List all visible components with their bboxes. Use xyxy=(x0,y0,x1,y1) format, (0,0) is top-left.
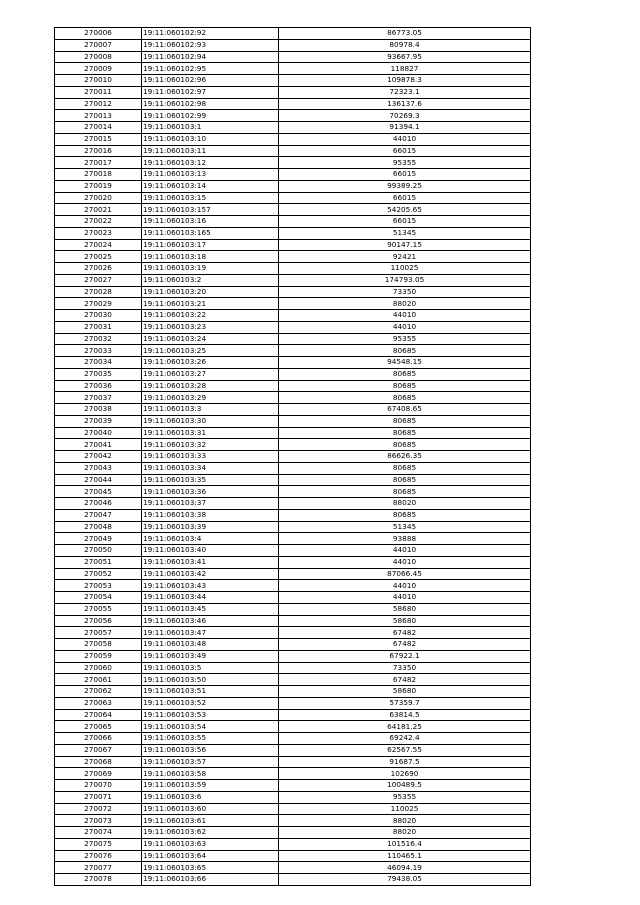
cadastral-number-cell: 19:11:060103:32 xyxy=(142,439,279,451)
cadastral-number-cell: 19:11:060103:20 xyxy=(142,286,279,298)
row-number-cell: 270052 xyxy=(55,568,142,580)
value-cell: 80685 xyxy=(279,392,531,404)
row-number-cell: 270013 xyxy=(55,110,142,122)
cadastral-value-table xyxy=(54,27,531,886)
value-cell: 66015 xyxy=(279,192,531,204)
row-number-cell: 270059 xyxy=(55,650,142,662)
table-row xyxy=(55,227,531,239)
row-number-cell: 270038 xyxy=(55,404,142,416)
cadastral-number-cell: 19:11:060103:165 xyxy=(142,227,279,239)
cadastral-number-cell: 19:11:060103:47 xyxy=(142,627,279,639)
table-row xyxy=(55,110,531,122)
table-row xyxy=(55,592,531,604)
row-number-cell: 270068 xyxy=(55,756,142,768)
table-row xyxy=(55,686,531,698)
cadastral-number-cell: 19:11:060103:53 xyxy=(142,709,279,721)
table-row xyxy=(55,697,531,709)
row-number-cell: 270011 xyxy=(55,86,142,98)
table-row xyxy=(55,791,531,803)
cadastral-number-cell: 19:11:060103:37 xyxy=(142,498,279,510)
cadastral-number-cell: 19:11:060102:99 xyxy=(142,110,279,122)
table-row xyxy=(55,39,531,51)
row-number-cell: 270053 xyxy=(55,580,142,592)
row-number-cell: 270065 xyxy=(55,721,142,733)
cadastral-number-cell: 19:11:060103:12 xyxy=(142,157,279,169)
row-number-cell: 270072 xyxy=(55,803,142,815)
row-number-cell: 270025 xyxy=(55,251,142,263)
value-cell: 80685 xyxy=(279,368,531,380)
row-number-cell: 270054 xyxy=(55,592,142,604)
table-row xyxy=(55,86,531,98)
row-number-cell: 270033 xyxy=(55,345,142,357)
cadastral-number-cell: 19:11:060103:50 xyxy=(142,674,279,686)
row-number-cell: 270056 xyxy=(55,615,142,627)
value-cell: 110025 xyxy=(279,803,531,815)
table-row xyxy=(55,462,531,474)
table-row xyxy=(55,803,531,815)
row-number-cell: 270041 xyxy=(55,439,142,451)
table-row xyxy=(55,862,531,874)
value-cell: 73350 xyxy=(279,286,531,298)
value-cell: 51345 xyxy=(279,521,531,533)
row-number-cell: 270027 xyxy=(55,274,142,286)
value-cell: 110025 xyxy=(279,263,531,275)
table-row xyxy=(55,439,531,451)
cadastral-number-cell: 19:11:060103:48 xyxy=(142,639,279,651)
cadastral-number-cell: 19:11:060103:18 xyxy=(142,251,279,263)
row-number-cell: 270062 xyxy=(55,686,142,698)
table-row xyxy=(55,75,531,87)
cadastral-number-cell: 19:11:060103:56 xyxy=(142,744,279,756)
table-row xyxy=(55,709,531,721)
row-number-cell: 270075 xyxy=(55,838,142,850)
value-cell: 54205.65 xyxy=(279,204,531,216)
table-row xyxy=(55,662,531,674)
value-cell: 79438.05 xyxy=(279,874,531,886)
value-cell: 44010 xyxy=(279,321,531,333)
value-cell: 80685 xyxy=(279,345,531,357)
table-row xyxy=(55,850,531,862)
value-cell: 66015 xyxy=(279,145,531,157)
row-number-cell: 270074 xyxy=(55,827,142,839)
value-cell: 44010 xyxy=(279,580,531,592)
cadastral-number-cell: 19:11:060103:14 xyxy=(142,180,279,192)
row-number-cell: 270023 xyxy=(55,227,142,239)
value-cell: 66015 xyxy=(279,216,531,228)
cadastral-number-cell: 19:11:060103:35 xyxy=(142,474,279,486)
value-cell: 44010 xyxy=(279,592,531,604)
table-row xyxy=(55,639,531,651)
value-cell: 64181.25 xyxy=(279,721,531,733)
cadastral-number-cell: 19:11:060103:61 xyxy=(142,815,279,827)
row-number-cell: 270060 xyxy=(55,662,142,674)
row-number-cell: 270030 xyxy=(55,310,142,322)
cadastral-number-cell: 19:11:060103:45 xyxy=(142,603,279,615)
cadastral-number-cell: 19:11:060102:96 xyxy=(142,75,279,87)
table-row xyxy=(55,815,531,827)
value-cell: 87066.45 xyxy=(279,568,531,580)
table-row xyxy=(55,180,531,192)
row-number-cell: 270048 xyxy=(55,521,142,533)
value-cell: 57359.7 xyxy=(279,697,531,709)
row-number-cell: 270071 xyxy=(55,791,142,803)
row-number-cell: 270076 xyxy=(55,850,142,862)
cadastral-number-cell: 19:11:060103:5 xyxy=(142,662,279,674)
row-number-cell: 270055 xyxy=(55,603,142,615)
table-row xyxy=(55,28,531,40)
table-row xyxy=(55,169,531,181)
cadastral-number-cell: 19:11:060102:93 xyxy=(142,39,279,51)
value-cell: 90147.15 xyxy=(279,239,531,251)
value-cell: 86626.35 xyxy=(279,451,531,463)
cadastral-number-cell: 19:11:060103:25 xyxy=(142,345,279,357)
row-number-cell: 270042 xyxy=(55,451,142,463)
row-number-cell: 270035 xyxy=(55,368,142,380)
value-cell: 174793.05 xyxy=(279,274,531,286)
table-row xyxy=(55,509,531,521)
table-row xyxy=(55,556,531,568)
cadastral-number-cell: 19:11:060103:39 xyxy=(142,521,279,533)
row-number-cell: 270049 xyxy=(55,533,142,545)
value-cell: 80685 xyxy=(279,415,531,427)
row-number-cell: 270073 xyxy=(55,815,142,827)
cadastral-number-cell: 19:11:060103:42 xyxy=(142,568,279,580)
table-row xyxy=(55,204,531,216)
row-number-cell: 270070 xyxy=(55,780,142,792)
table-row xyxy=(55,768,531,780)
row-number-cell: 270045 xyxy=(55,486,142,498)
value-cell: 95355 xyxy=(279,333,531,345)
value-cell: 80685 xyxy=(279,439,531,451)
row-number-cell: 270039 xyxy=(55,415,142,427)
row-number-cell: 270044 xyxy=(55,474,142,486)
cadastral-number-cell: 19:11:060103:10 xyxy=(142,133,279,145)
table-row xyxy=(55,568,531,580)
row-number-cell: 270040 xyxy=(55,427,142,439)
value-cell: 109878.3 xyxy=(279,75,531,87)
table-row xyxy=(55,733,531,745)
value-cell: 58680 xyxy=(279,603,531,615)
cadastral-number-cell: 19:11:060103:33 xyxy=(142,451,279,463)
value-cell: 69242.4 xyxy=(279,733,531,745)
table-row xyxy=(55,122,531,134)
table-row xyxy=(55,263,531,275)
table-row xyxy=(55,404,531,416)
value-cell: 136137.6 xyxy=(279,98,531,110)
row-number-cell: 270009 xyxy=(55,63,142,75)
cadastral-number-cell: 19:11:060103:6 xyxy=(142,791,279,803)
table-row xyxy=(55,451,531,463)
value-cell: 80685 xyxy=(279,509,531,521)
table-row xyxy=(55,721,531,733)
table-row xyxy=(55,133,531,145)
cadastral-number-cell: 19:11:060103:13 xyxy=(142,169,279,181)
value-cell: 110465.1 xyxy=(279,850,531,862)
row-number-cell: 270026 xyxy=(55,263,142,275)
table-row xyxy=(55,345,531,357)
table-row xyxy=(55,98,531,110)
cadastral-number-cell: 19:11:060103:21 xyxy=(142,298,279,310)
row-number-cell: 270058 xyxy=(55,639,142,651)
value-cell: 67922.1 xyxy=(279,650,531,662)
cadastral-number-cell: 19:11:060103:157 xyxy=(142,204,279,216)
row-number-cell: 270051 xyxy=(55,556,142,568)
row-number-cell: 270015 xyxy=(55,133,142,145)
row-number-cell: 270050 xyxy=(55,545,142,557)
value-cell: 88020 xyxy=(279,498,531,510)
row-number-cell: 270063 xyxy=(55,697,142,709)
cadastral-number-cell: 19:11:060103:44 xyxy=(142,592,279,604)
table-row xyxy=(55,298,531,310)
row-number-cell: 270067 xyxy=(55,744,142,756)
row-number-cell: 270037 xyxy=(55,392,142,404)
cadastral-number-cell: 19:11:060102:94 xyxy=(142,51,279,63)
value-cell: 72323.1 xyxy=(279,86,531,98)
cadastral-number-cell: 19:11:060102:92 xyxy=(142,28,279,40)
cadastral-number-cell: 19:11:060103:26 xyxy=(142,357,279,369)
cadastral-number-cell: 19:11:060103:54 xyxy=(142,721,279,733)
table-row xyxy=(55,545,531,557)
cadastral-number-cell: 19:11:060103:4 xyxy=(142,533,279,545)
row-number-cell: 270036 xyxy=(55,380,142,392)
row-number-cell: 270078 xyxy=(55,874,142,886)
value-cell: 92421 xyxy=(279,251,531,263)
table-row xyxy=(55,756,531,768)
cadastral-number-cell: 19:11:060102:98 xyxy=(142,98,279,110)
table-row xyxy=(55,51,531,63)
value-cell: 62567.55 xyxy=(279,744,531,756)
table-row xyxy=(55,368,531,380)
value-cell: 67482 xyxy=(279,627,531,639)
row-number-cell: 270006 xyxy=(55,28,142,40)
cadastral-number-cell: 19:11:060103:55 xyxy=(142,733,279,745)
cadastral-number-cell: 19:11:060103:38 xyxy=(142,509,279,521)
cadastral-number-cell: 19:11:060103:28 xyxy=(142,380,279,392)
table-row xyxy=(55,603,531,615)
value-cell: 58680 xyxy=(279,686,531,698)
row-number-cell: 270034 xyxy=(55,357,142,369)
cadastral-number-cell: 19:11:060103:1 xyxy=(142,122,279,134)
cadastral-number-cell: 19:11:060103:62 xyxy=(142,827,279,839)
cadastral-number-cell: 19:11:060103:19 xyxy=(142,263,279,275)
table-row xyxy=(55,474,531,486)
value-cell: 95355 xyxy=(279,791,531,803)
value-cell: 91394.1 xyxy=(279,122,531,134)
row-number-cell: 270008 xyxy=(55,51,142,63)
row-number-cell: 270043 xyxy=(55,462,142,474)
table-row xyxy=(55,63,531,75)
cadastral-number-cell: 19:11:060103:11 xyxy=(142,145,279,157)
row-number-cell: 270016 xyxy=(55,145,142,157)
value-cell: 80685 xyxy=(279,427,531,439)
cadastral-number-cell: 19:11:060103:30 xyxy=(142,415,279,427)
row-number-cell: 270017 xyxy=(55,157,142,169)
value-cell: 44010 xyxy=(279,545,531,557)
table-row xyxy=(55,333,531,345)
row-number-cell: 270077 xyxy=(55,862,142,874)
cadastral-number-cell: 19:11:060103:52 xyxy=(142,697,279,709)
cadastral-number-cell: 19:11:060103:40 xyxy=(142,545,279,557)
row-number-cell: 270047 xyxy=(55,509,142,521)
row-number-cell: 270012 xyxy=(55,98,142,110)
table-row xyxy=(55,744,531,756)
table-row xyxy=(55,838,531,850)
row-number-cell: 270018 xyxy=(55,169,142,181)
cadastral-number-cell: 19:11:060103:16 xyxy=(142,216,279,228)
table-row xyxy=(55,380,531,392)
table-row xyxy=(55,427,531,439)
value-cell: 73350 xyxy=(279,662,531,674)
value-cell: 70269.3 xyxy=(279,110,531,122)
cadastral-number-cell: 19:11:060103:66 xyxy=(142,874,279,886)
value-cell: 95355 xyxy=(279,157,531,169)
table-row xyxy=(55,580,531,592)
value-cell: 80685 xyxy=(279,462,531,474)
row-number-cell: 270064 xyxy=(55,709,142,721)
table-row xyxy=(55,157,531,169)
value-cell: 118827 xyxy=(279,63,531,75)
cadastral-number-cell: 19:11:060103:3 xyxy=(142,404,279,416)
row-number-cell: 270010 xyxy=(55,75,142,87)
cadastral-number-cell: 19:11:060103:27 xyxy=(142,368,279,380)
value-cell: 44010 xyxy=(279,133,531,145)
value-cell: 101516.4 xyxy=(279,838,531,850)
value-cell: 102690 xyxy=(279,768,531,780)
row-number-cell: 270057 xyxy=(55,627,142,639)
value-cell: 46094.19 xyxy=(279,862,531,874)
row-number-cell: 270066 xyxy=(55,733,142,745)
cadastral-number-cell: 19:11:060103:29 xyxy=(142,392,279,404)
cadastral-number-cell: 19:11:060103:22 xyxy=(142,310,279,322)
table-row xyxy=(55,310,531,322)
table-row xyxy=(55,827,531,839)
row-number-cell: 270019 xyxy=(55,180,142,192)
value-cell: 91687.5 xyxy=(279,756,531,768)
table-row xyxy=(55,498,531,510)
value-cell: 58680 xyxy=(279,615,531,627)
cadastral-number-cell: 19:11:060103:34 xyxy=(142,462,279,474)
value-cell: 67482 xyxy=(279,674,531,686)
table-row xyxy=(55,415,531,427)
cadastral-number-cell: 19:11:060103:46 xyxy=(142,615,279,627)
cadastral-number-cell: 19:11:060103:31 xyxy=(142,427,279,439)
value-cell: 44010 xyxy=(279,556,531,568)
table-row xyxy=(55,274,531,286)
table-row xyxy=(55,627,531,639)
value-cell: 63814.5 xyxy=(279,709,531,721)
table-row xyxy=(55,392,531,404)
table-row xyxy=(55,650,531,662)
table-row xyxy=(55,486,531,498)
row-number-cell: 270032 xyxy=(55,333,142,345)
table-row xyxy=(55,192,531,204)
cadastral-number-cell: 19:11:060103:64 xyxy=(142,850,279,862)
value-cell: 88020 xyxy=(279,827,531,839)
value-cell: 80685 xyxy=(279,380,531,392)
value-cell: 86773.05 xyxy=(279,28,531,40)
value-cell: 67408.65 xyxy=(279,404,531,416)
cadastral-number-cell: 19:11:060103:60 xyxy=(142,803,279,815)
row-number-cell: 270031 xyxy=(55,321,142,333)
table-row xyxy=(55,145,531,157)
row-number-cell: 270007 xyxy=(55,39,142,51)
cadastral-number-cell: 19:11:060103:17 xyxy=(142,239,279,251)
cadastral-number-cell: 19:11:060103:23 xyxy=(142,321,279,333)
table-row xyxy=(55,286,531,298)
row-number-cell: 270014 xyxy=(55,122,142,134)
row-number-cell: 270021 xyxy=(55,204,142,216)
value-cell: 44010 xyxy=(279,310,531,322)
table-row xyxy=(55,874,531,886)
cadastral-number-cell: 19:11:060102:97 xyxy=(142,86,279,98)
cadastral-number-cell: 19:11:060103:57 xyxy=(142,756,279,768)
table-body xyxy=(55,28,531,886)
cadastral-number-cell: 19:11:060103:41 xyxy=(142,556,279,568)
cadastral-number-cell: 19:11:060102:95 xyxy=(142,63,279,75)
value-cell: 66015 xyxy=(279,169,531,181)
row-number-cell: 270061 xyxy=(55,674,142,686)
value-cell: 80685 xyxy=(279,474,531,486)
table-row xyxy=(55,521,531,533)
table-row xyxy=(55,251,531,263)
row-number-cell: 270069 xyxy=(55,768,142,780)
value-cell: 100489.5 xyxy=(279,780,531,792)
table-row xyxy=(55,674,531,686)
cadastral-number-cell: 19:11:060103:2 xyxy=(142,274,279,286)
value-cell: 88020 xyxy=(279,298,531,310)
value-cell: 93667.95 xyxy=(279,51,531,63)
table-row xyxy=(55,357,531,369)
row-number-cell: 270024 xyxy=(55,239,142,251)
cadastral-number-cell: 19:11:060103:63 xyxy=(142,838,279,850)
table-row xyxy=(55,216,531,228)
value-cell: 80978.4 xyxy=(279,39,531,51)
cadastral-number-cell: 19:11:060103:36 xyxy=(142,486,279,498)
cadastral-number-cell: 19:11:060103:51 xyxy=(142,686,279,698)
value-cell: 93888 xyxy=(279,533,531,545)
value-cell: 94548.15 xyxy=(279,357,531,369)
value-cell: 51345 xyxy=(279,227,531,239)
cadastral-number-cell: 19:11:060103:58 xyxy=(142,768,279,780)
value-cell: 99389.25 xyxy=(279,180,531,192)
table-row xyxy=(55,321,531,333)
cadastral-number-cell: 19:11:060103:24 xyxy=(142,333,279,345)
value-cell: 67482 xyxy=(279,639,531,651)
cadastral-number-cell: 19:11:060103:65 xyxy=(142,862,279,874)
table-row xyxy=(55,533,531,545)
table-row xyxy=(55,780,531,792)
cadastral-number-cell: 19:11:060103:15 xyxy=(142,192,279,204)
cadastral-number-cell: 19:11:060103:43 xyxy=(142,580,279,592)
value-cell: 88020 xyxy=(279,815,531,827)
cadastral-number-cell: 19:11:060103:59 xyxy=(142,780,279,792)
row-number-cell: 270028 xyxy=(55,286,142,298)
cadastral-number-cell: 19:11:060103:49 xyxy=(142,650,279,662)
row-number-cell: 270022 xyxy=(55,216,142,228)
row-number-cell: 270046 xyxy=(55,498,142,510)
table-row xyxy=(55,615,531,627)
row-number-cell: 270020 xyxy=(55,192,142,204)
value-cell: 80685 xyxy=(279,486,531,498)
row-number-cell: 270029 xyxy=(55,298,142,310)
table-row xyxy=(55,239,531,251)
